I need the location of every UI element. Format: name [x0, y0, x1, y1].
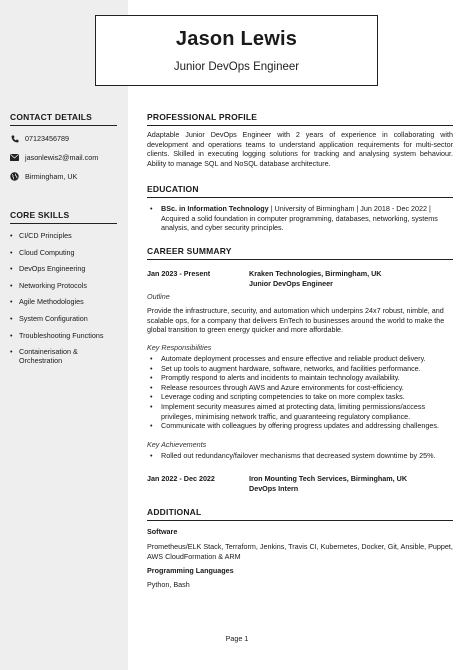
education-heading: EDUCATION: [147, 184, 453, 198]
candidate-title: Junior DevOps Engineer: [173, 61, 300, 73]
responsibility-item: • Promptly respond to alerts and incidents to maintain technology availability.: [147, 373, 453, 383]
career-summary-heading: CAREER SUMMARY: [147, 246, 453, 260]
job-company: Kraken Technologies, Birmingham, UK: [249, 269, 382, 278]
job-dates: Jan 2022 - Dec 2022: [147, 474, 215, 483]
contact-location-text: Birmingham, UK: [25, 172, 78, 181]
degree-details: | University of Birmingham | Jun 2018 - Dec 2022 |: [268, 204, 431, 213]
globe-icon: [10, 172, 19, 181]
job-company: Iron Mounting Tech Services, Birmingham, UK: [249, 474, 408, 483]
job-role: Junior DevOps Engineer: [249, 278, 333, 288]
skill-item: • Troubleshooting Functions: [10, 331, 122, 340]
core-skills-heading: CORE SKILLS: [10, 210, 117, 224]
languages-label: Programming Languages: [147, 566, 234, 575]
skill-item: • Networking Protocols: [10, 281, 122, 290]
job-company-block: [249, 269, 381, 288]
contact-email-text[interactable]: jasonlewis2@mail.com: [25, 153, 99, 162]
education-item: [147, 204, 453, 233]
profile-text: Adaptable Junior DevOps Engineer with 2 years of experience in collaborating with development and operations teams to understand application requirements for multi-sector clients. Skilled in executing logging solutions for tracking and analysing system behaviour. Ability to manage SQL and NoSQL database architecture.: [147, 130, 453, 168]
outline-label: Outline: [147, 292, 170, 301]
responsibility-item: • Set up tools to augment hardware, software, networks, and facilities performance.: [147, 364, 453, 374]
responsibility-item: • Automate deployment processes and ensure effective and reliable product delivery.: [147, 354, 453, 364]
degree-name: BSc. in Information Technology: [161, 204, 269, 213]
additional-heading: ADDITIONAL: [147, 507, 453, 521]
responsibility-item: • Release resources through AWS and Azure environments for cost-efficiency.: [147, 383, 453, 393]
responsibilities-list: [147, 354, 453, 431]
contact-email: [10, 153, 98, 162]
software-label: Software: [147, 527, 178, 536]
skill-item: • System Configuration: [10, 314, 122, 323]
contact-details-heading: CONTACT DETAILS: [10, 112, 117, 126]
education-list: [147, 204, 453, 233]
responsibility-item: • Communicate with colleagues by offering progress updates and addressing challenges.: [147, 421, 453, 431]
contact-phone-text: 07123456789: [25, 134, 69, 143]
skill-item: • Containerisation & Orchestration: [10, 347, 122, 365]
job-role: DevOps Intern: [249, 483, 299, 493]
skill-item: • Agile Methodologies: [10, 297, 122, 306]
skill-item: • DevOps Engineering: [10, 264, 122, 273]
phone-icon: [10, 134, 19, 143]
responsibilities-label: Key Responsibilities: [147, 343, 212, 352]
degree-description: Acquired a solid foundation in computer programming, databases, networking, systems analysis, and cyber security principles.: [161, 213, 438, 233]
responsibility-item: • Leverage coding and scripting competencies to take on more complex tasks.: [147, 392, 453, 402]
contact-location: [10, 172, 77, 181]
email-icon: [10, 153, 19, 162]
job-company-block: [249, 474, 407, 493]
achievements-list: [147, 451, 453, 461]
achievement-item: • Rolled out redundancy/failover mechanisms that decreased system downtime by 25%.: [147, 451, 453, 461]
skill-item: • CI/CD Principles: [10, 231, 122, 240]
professional-profile-heading: PROFESSIONAL PROFILE: [147, 112, 453, 126]
contact-phone: [10, 134, 69, 143]
languages-text: Python, Bash: [147, 580, 190, 589]
core-skills-list: [10, 231, 122, 373]
job-dates: Jan 2023 - Present: [147, 269, 211, 278]
software-text: Prometheus/ELK Stack, Terraform, Jenkins, Travis CI, Kubernetes, Docker, Git, Ansible, Puppet, AWS CloudFormation & ARM: [147, 542, 453, 561]
page-number: Page 1: [225, 634, 249, 643]
responsibility-item: • Implement security measures aimed at protecting data, limiting permissions/access privileges, minimising network traffic, and guaranteeing regulatory compliance.: [147, 402, 453, 421]
outline-text: Provide the infrastructure, security, and automation which underpins 24x7 robust, nimble, and scalable ops, for a company that delivers EnTech to businesses around the world to make the global transition to green energy quicker and more affordable.: [147, 306, 445, 335]
candidate-name: Jason Lewis: [175, 28, 298, 50]
name-header-box: [95, 15, 378, 86]
achievements-label: Key Achievements: [147, 440, 207, 449]
skill-item: • Cloud Computing: [10, 248, 122, 257]
